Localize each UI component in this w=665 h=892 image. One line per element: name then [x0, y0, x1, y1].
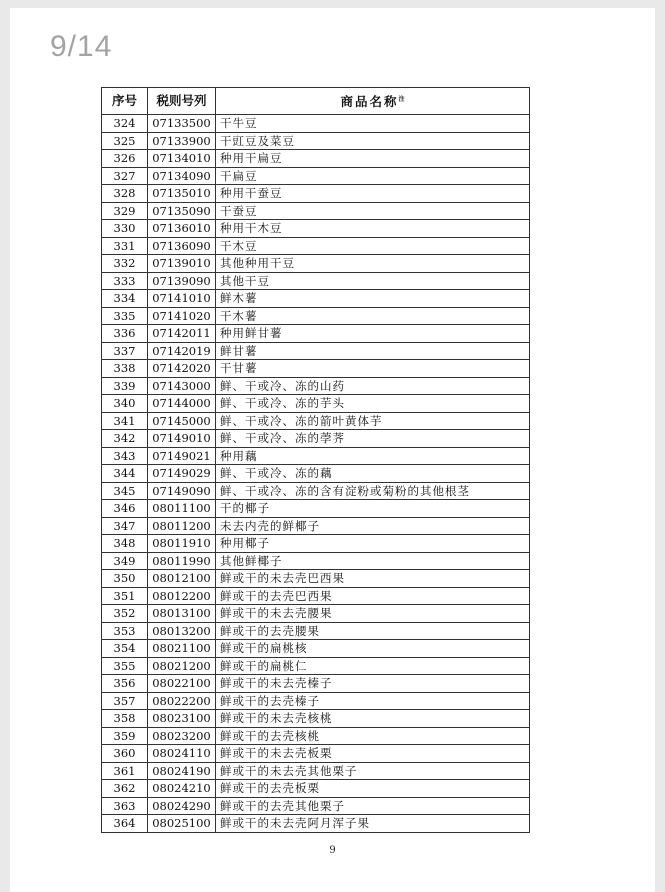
row-index: 330 — [102, 220, 148, 238]
row-index: 331 — [102, 237, 148, 255]
table-row — [102, 255, 530, 273]
row-index: 341 — [102, 412, 148, 430]
row-code: 07149029 — [148, 465, 216, 483]
row-code: 08023200 — [148, 727, 216, 745]
row-index: 339 — [102, 377, 148, 395]
row-code: 07135010 — [148, 185, 216, 203]
row-index: 334 — [102, 290, 148, 308]
row-name: 鲜或干的未去壳榛子 — [216, 675, 530, 693]
table-row — [102, 552, 530, 570]
row-name: 其他种用干豆 — [216, 255, 530, 273]
row-index: 333 — [102, 272, 148, 290]
table-row — [102, 815, 530, 833]
row-index: 344 — [102, 465, 148, 483]
table-row — [102, 132, 530, 150]
table-row — [102, 202, 530, 220]
row-name: 鲜、干或冷、冻的藕 — [216, 465, 530, 483]
row-name: 种用干木豆 — [216, 220, 530, 238]
table-row — [102, 570, 530, 588]
table-row — [102, 150, 530, 168]
table-row — [102, 290, 530, 308]
row-code: 07142011 — [148, 325, 216, 343]
row-name: 干木薯 — [216, 307, 530, 325]
row-code: 07133500 — [148, 115, 216, 133]
row-index: 353 — [102, 622, 148, 640]
table-row — [102, 517, 530, 535]
table-row — [102, 797, 530, 815]
row-index: 325 — [102, 132, 148, 150]
row-name: 种用干扁豆 — [216, 150, 530, 168]
row-index: 340 — [102, 395, 148, 413]
row-name: 干木豆 — [216, 237, 530, 255]
table-row — [102, 640, 530, 658]
row-code: 07149021 — [148, 447, 216, 465]
row-name: 种用椰子 — [216, 535, 530, 553]
table-row — [102, 622, 530, 640]
row-index: 364 — [102, 815, 148, 833]
row-index: 352 — [102, 605, 148, 623]
row-name: 干豇豆及菜豆 — [216, 132, 530, 150]
table-row — [102, 745, 530, 763]
row-code: 07149010 — [148, 430, 216, 448]
row-name: 鲜或干的未去壳板栗 — [216, 745, 530, 763]
row-name: 未去内壳的鲜椰子 — [216, 517, 530, 535]
table-row — [102, 587, 530, 605]
row-name: 鲜或干的未去壳核桃 — [216, 710, 530, 728]
row-code: 07136090 — [148, 237, 216, 255]
row-name: 种用藕 — [216, 447, 530, 465]
row-code: 08011910 — [148, 535, 216, 553]
row-index: 359 — [102, 727, 148, 745]
row-name: 种用干蚕豆 — [216, 185, 530, 203]
row-code: 07145000 — [148, 412, 216, 430]
header-name — [216, 88, 530, 115]
row-code: 08025100 — [148, 815, 216, 833]
row-name: 鲜或干的未去壳巴西果 — [216, 570, 530, 588]
row-name: 鲜或干的扁桃核 — [216, 640, 530, 658]
row-name: 干蚕豆 — [216, 202, 530, 220]
row-index: 347 — [102, 517, 148, 535]
row-index: 335 — [102, 307, 148, 325]
row-index: 343 — [102, 447, 148, 465]
table-row — [102, 115, 530, 133]
row-name: 其他干豆 — [216, 272, 530, 290]
row-index: 332 — [102, 255, 148, 273]
tariff-table — [101, 87, 530, 833]
row-index: 328 — [102, 185, 148, 203]
table-row — [102, 325, 530, 343]
row-index: 326 — [102, 150, 148, 168]
table-row — [102, 377, 530, 395]
row-code: 08022200 — [148, 692, 216, 710]
table-row — [102, 395, 530, 413]
row-name: 鲜、干或冷、冻的含有淀粉或菊粉的其他根茎 — [216, 482, 530, 500]
row-name: 鲜、干或冷、冻的山药 — [216, 377, 530, 395]
row-index: 357 — [102, 692, 148, 710]
row-name: 干的椰子 — [216, 500, 530, 518]
table-row — [102, 710, 530, 728]
header-index: 序号 — [102, 88, 148, 115]
row-index: 350 — [102, 570, 148, 588]
row-name: 种用鲜甘薯 — [216, 325, 530, 343]
row-index: 336 — [102, 325, 148, 343]
row-index: 342 — [102, 430, 148, 448]
row-code: 07141010 — [148, 290, 216, 308]
table-row — [102, 762, 530, 780]
table-row — [102, 780, 530, 798]
row-index: 358 — [102, 710, 148, 728]
row-code: 08024110 — [148, 745, 216, 763]
row-code: 07136010 — [148, 220, 216, 238]
row-code: 07143000 — [148, 377, 216, 395]
row-name: 鲜或干的未去壳阿月浑子果 — [216, 815, 530, 833]
row-code: 07142020 — [148, 360, 216, 378]
row-code: 07135090 — [148, 202, 216, 220]
row-code: 07134010 — [148, 150, 216, 168]
table-row — [102, 342, 530, 360]
table-row — [102, 237, 530, 255]
row-name: 干牛豆 — [216, 115, 530, 133]
row-code: 08011990 — [148, 552, 216, 570]
row-name: 鲜、干或冷、冻的箭叶黄体芋 — [216, 412, 530, 430]
row-code: 08011100 — [148, 500, 216, 518]
row-code: 08023100 — [148, 710, 216, 728]
row-code: 07141020 — [148, 307, 216, 325]
table-body — [102, 115, 530, 833]
row-index: 360 — [102, 745, 148, 763]
table-row — [102, 412, 530, 430]
page-counter: 9/14 — [50, 30, 113, 63]
table-row — [102, 482, 530, 500]
row-name: 鲜或干的去壳其他栗子 — [216, 797, 530, 815]
row-index: 354 — [102, 640, 148, 658]
table-row — [102, 185, 530, 203]
row-code: 08012200 — [148, 587, 216, 605]
table-row — [102, 605, 530, 623]
header-name-text: 商品名称 — [340, 94, 399, 110]
row-code: 08024290 — [148, 797, 216, 815]
page-number: 9 — [329, 845, 336, 856]
row-index: 355 — [102, 657, 148, 675]
row-name: 鲜或干的去壳板栗 — [216, 780, 530, 798]
table-row — [102, 167, 530, 185]
row-code: 07149090 — [148, 482, 216, 500]
row-name: 鲜或干的去壳核桃 — [216, 727, 530, 745]
row-index: 362 — [102, 780, 148, 798]
row-index: 356 — [102, 675, 148, 693]
row-name: 干扁豆 — [216, 167, 530, 185]
row-index: 348 — [102, 535, 148, 553]
table-row — [102, 360, 530, 378]
row-index: 346 — [102, 500, 148, 518]
row-name: 鲜或干的去壳榛子 — [216, 692, 530, 710]
row-code: 08021200 — [148, 657, 216, 675]
row-code: 08013100 — [148, 605, 216, 623]
table-row — [102, 307, 530, 325]
row-name: 鲜或干的去壳巴西果 — [216, 587, 530, 605]
row-code: 07142019 — [148, 342, 216, 360]
row-code: 08022100 — [148, 675, 216, 693]
row-code: 08011200 — [148, 517, 216, 535]
row-index: 363 — [102, 797, 148, 815]
table-row — [102, 465, 530, 483]
table-row — [102, 675, 530, 693]
row-index: 337 — [102, 342, 148, 360]
row-index: 338 — [102, 360, 148, 378]
table-row — [102, 692, 530, 710]
row-name: 鲜甘薯 — [216, 342, 530, 360]
row-index: 329 — [102, 202, 148, 220]
table-row — [102, 430, 530, 448]
header-code: 税则号列 — [148, 88, 216, 115]
table-row — [102, 657, 530, 675]
row-name: 鲜或干的扁桃仁 — [216, 657, 530, 675]
row-index: 324 — [102, 115, 148, 133]
row-name: 鲜或干的未去壳腰果 — [216, 605, 530, 623]
row-name: 鲜、干或冷、冻的芋头 — [216, 395, 530, 413]
table-row — [102, 447, 530, 465]
row-code: 07139090 — [148, 272, 216, 290]
row-code: 08012100 — [148, 570, 216, 588]
row-code: 08021100 — [148, 640, 216, 658]
row-name: 鲜或干的未去壳其他栗子 — [216, 762, 530, 780]
row-code: 07134090 — [148, 167, 216, 185]
row-index: 361 — [102, 762, 148, 780]
row-name: 其他鲜椰子 — [216, 552, 530, 570]
row-name: 鲜、干或冷、冻的荸荠 — [216, 430, 530, 448]
row-name: 干甘薯 — [216, 360, 530, 378]
row-code: 07139010 — [148, 255, 216, 273]
row-code: 07133900 — [148, 132, 216, 150]
row-code: 08024210 — [148, 780, 216, 798]
table-row — [102, 727, 530, 745]
table-row — [102, 272, 530, 290]
table-row — [102, 220, 530, 238]
row-code: 08013200 — [148, 622, 216, 640]
row-code: 08024190 — [148, 762, 216, 780]
table-row — [102, 535, 530, 553]
row-index: 345 — [102, 482, 148, 500]
row-name: 鲜或干的去壳腰果 — [216, 622, 530, 640]
row-code: 07144000 — [148, 395, 216, 413]
table-row — [102, 500, 530, 518]
row-name: 鲜木薯 — [216, 290, 530, 308]
row-index: 327 — [102, 167, 148, 185]
header-note-mark: 注 — [398, 95, 405, 103]
row-index: 349 — [102, 552, 148, 570]
row-index: 351 — [102, 587, 148, 605]
table-header-row — [102, 88, 530, 115]
